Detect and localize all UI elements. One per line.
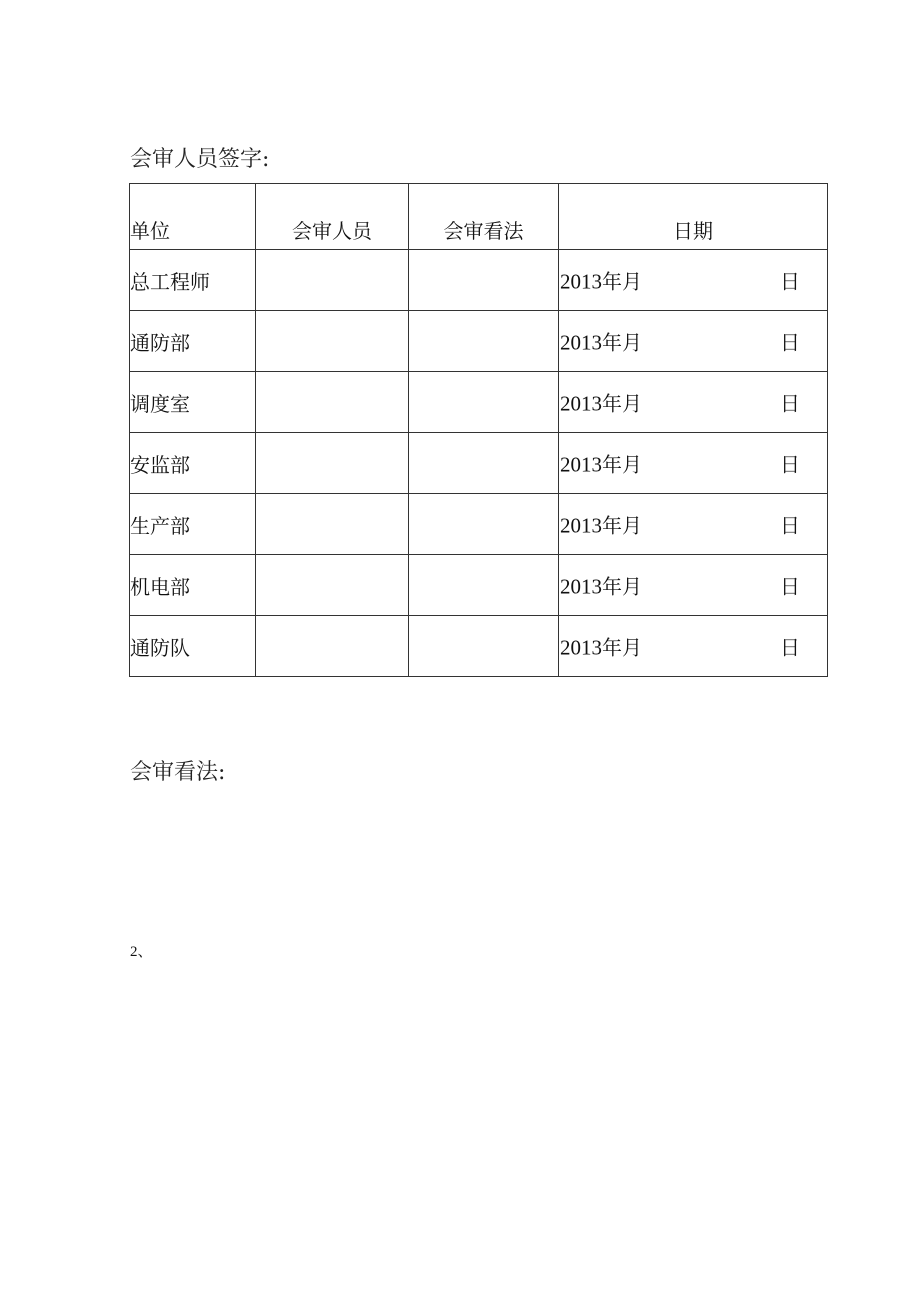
table-row <box>130 555 828 616</box>
table-row <box>130 433 828 494</box>
table-row <box>130 372 828 433</box>
table-header-row <box>130 184 828 250</box>
list-item-number: 2、 <box>130 944 153 960</box>
date-year-month: 2013年月 <box>560 635 642 660</box>
opinion-cell[interactable] <box>409 250 559 311</box>
date-cell[interactable] <box>559 250 828 311</box>
reviewer-signature-cell[interactable] <box>256 616 409 677</box>
table-row <box>130 616 828 677</box>
signature-section-title: 会审人员签字: <box>130 147 270 172</box>
date-cell[interactable] <box>559 616 828 677</box>
unit-cell: 调度室 <box>130 372 256 433</box>
date-year-month: 2013年月 <box>560 452 642 477</box>
date-day: 日 <box>780 391 800 416</box>
date-cell[interactable] <box>559 311 828 372</box>
date-day: 日 <box>780 574 800 599</box>
date-year-month: 2013年月 <box>560 574 642 599</box>
reviewer-signature-cell[interactable] <box>256 311 409 372</box>
date-cell[interactable] <box>559 494 828 555</box>
reviewer-signature-cell[interactable] <box>256 372 409 433</box>
unit-cell: 通防队 <box>130 616 256 677</box>
date-year-month: 2013年月 <box>560 391 642 416</box>
opinion-section-title: 会审看法: <box>130 760 226 785</box>
opinion-cell[interactable] <box>409 494 559 555</box>
unit-cell: 通防部 <box>130 311 256 372</box>
column-header-unit: 单位 <box>130 184 256 250</box>
opinion-cell[interactable] <box>409 372 559 433</box>
date-cell[interactable] <box>559 372 828 433</box>
date-year-month: 2013年月 <box>560 513 642 538</box>
date-day: 日 <box>780 452 800 477</box>
reviewer-signature-cell[interactable] <box>256 494 409 555</box>
opinion-cell[interactable] <box>409 311 559 372</box>
date-year-month: 2013年月 <box>560 330 642 355</box>
opinion-cell[interactable] <box>409 433 559 494</box>
opinion-cell[interactable] <box>409 616 559 677</box>
date-year-month: 2013年月 <box>560 269 642 294</box>
table-row <box>130 311 828 372</box>
signature-table <box>129 183 828 677</box>
unit-cell: 机电部 <box>130 555 256 616</box>
reviewer-signature-cell[interactable] <box>256 250 409 311</box>
date-day: 日 <box>780 513 800 538</box>
date-cell[interactable] <box>559 555 828 616</box>
column-header-reviewer: 会审人员 <box>256 184 409 250</box>
date-day: 日 <box>780 635 800 660</box>
table-row <box>130 250 828 311</box>
column-header-date: 日期 <box>559 184 828 250</box>
table-row <box>130 494 828 555</box>
date-cell[interactable] <box>559 433 828 494</box>
opinion-cell[interactable] <box>409 555 559 616</box>
reviewer-signature-cell[interactable] <box>256 555 409 616</box>
reviewer-signature-cell[interactable] <box>256 433 409 494</box>
date-day: 日 <box>780 330 800 355</box>
unit-cell: 总工程师 <box>130 250 256 311</box>
date-day: 日 <box>780 269 800 294</box>
unit-cell: 安监部 <box>130 433 256 494</box>
unit-cell: 生产部 <box>130 494 256 555</box>
column-header-opinion: 会审看法 <box>409 184 559 250</box>
